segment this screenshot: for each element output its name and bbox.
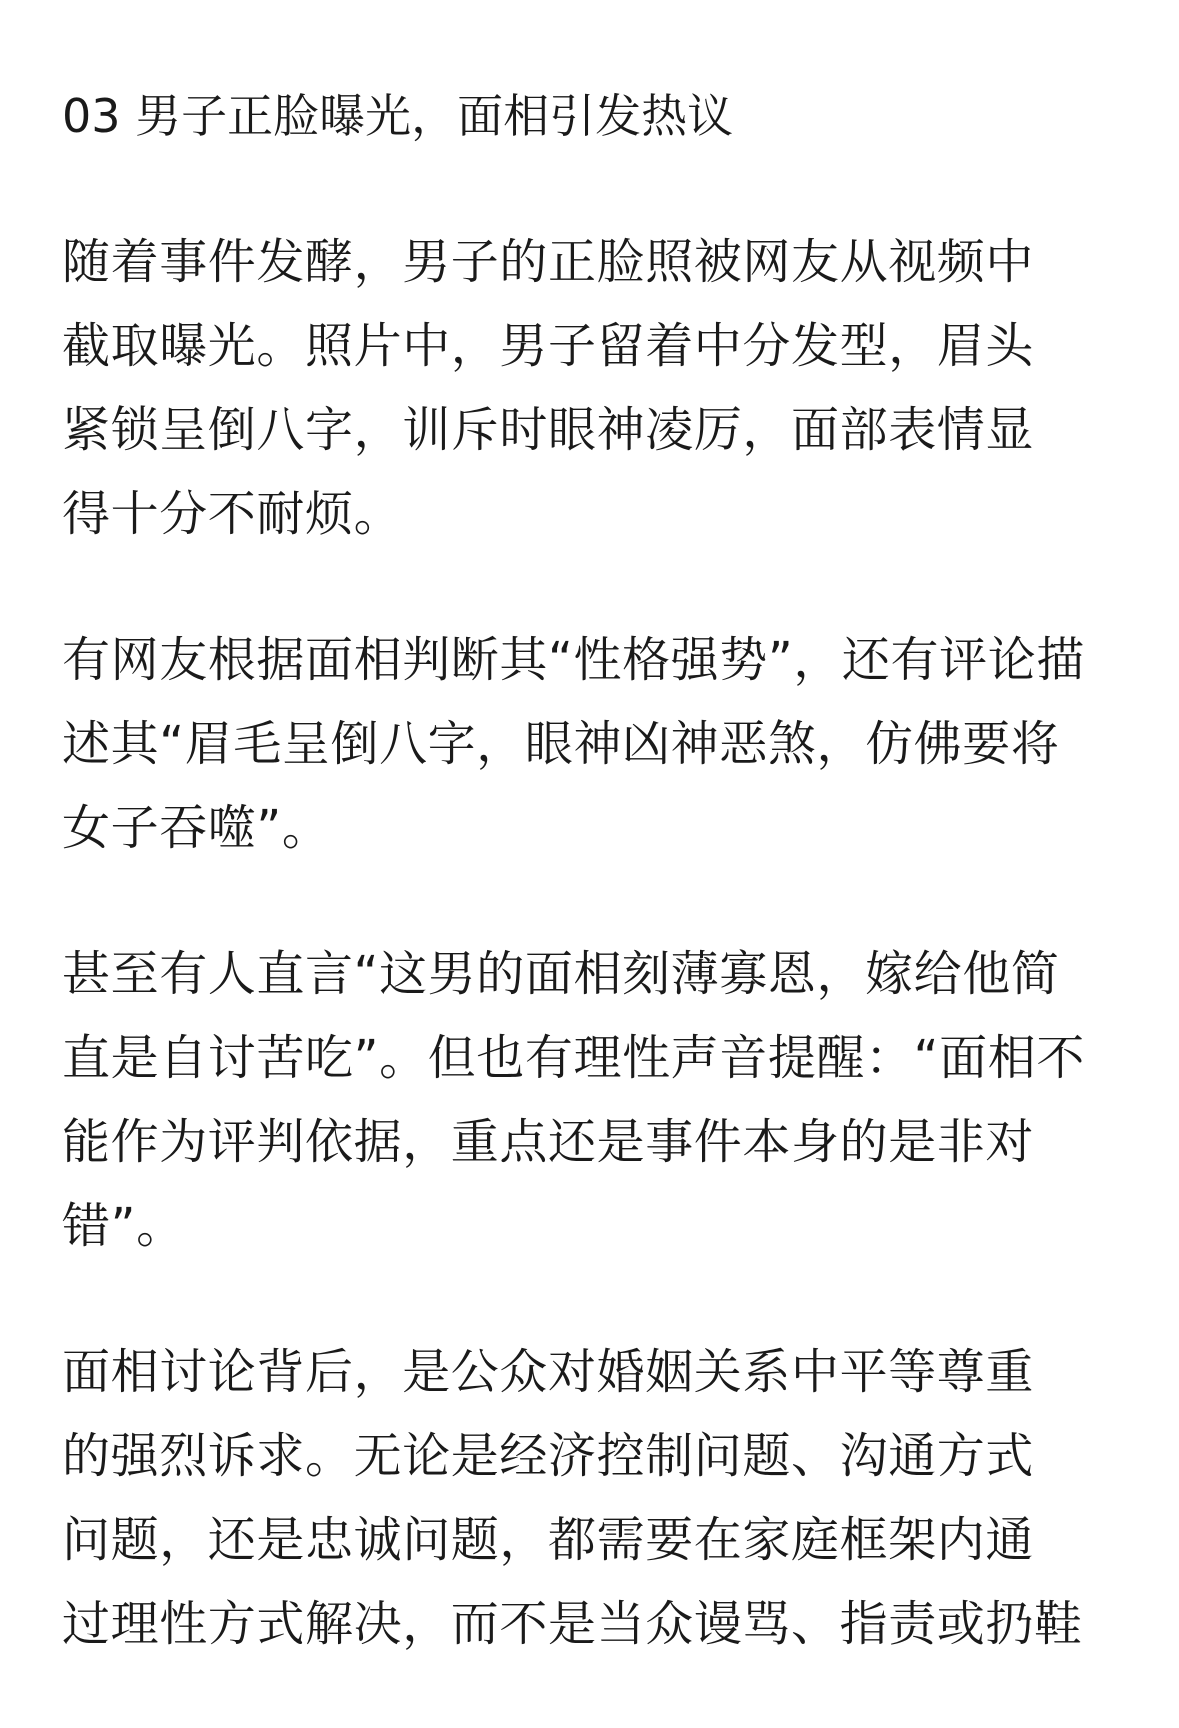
article-body	[62, 74, 1122, 1728]
paragraph-line: 女子吞噬”。	[62, 800, 331, 856]
paragraph-line: 能作为评判依据，重点还是事件本身的是非对	[62, 1114, 1035, 1170]
paragraph-line: 直是自讨苦吃”。但也有理性声音提醒：“面相不	[62, 1030, 1085, 1086]
section-heading: 03 男子正脸曝光，面相引发热议	[62, 89, 734, 143]
paragraph-line: 问题，还是忠诚问题，都需要在家庭框架内通	[62, 1512, 1035, 1568]
paragraph-line: 面相讨论背后，是公众对婚姻关系中平等尊重	[62, 1344, 1035, 1400]
paragraph-line: 得十分不耐烦。	[62, 486, 403, 542]
paragraph-2	[62, 618, 1122, 870]
paragraph-line: 过理性方式解决，而不是当众谩骂、指责或扔鞋	[62, 1596, 1083, 1652]
paragraph-line: 甚至有人直言“这男的面相刻薄寡恩，嫁给他简	[62, 946, 1060, 1002]
paragraph-line: 截取曝光。照片中，男子留着中分发型，眉头	[62, 318, 1035, 374]
paragraph-3	[62, 932, 1122, 1268]
paragraph-1	[62, 220, 1122, 556]
paragraph-line: 错”。	[62, 1198, 185, 1254]
paragraph-4	[62, 1330, 1122, 1666]
paragraph-line: 紧锁呈倒八字，训斥时眼神凌厉，面部表情显	[62, 402, 1035, 458]
paragraph-line: 的强烈诉求。无论是经济控制问题、沟通方式	[62, 1428, 1035, 1484]
paragraph-line: 述其“眉毛呈倒八字，眼神凶神恶煞，仿佛要将	[62, 716, 1060, 772]
paragraph-line: 有网友根据面相判断其“性格强势”，还有评论描	[62, 632, 1085, 688]
paragraph-line: 随着事件发酵，男子的正脸照被网友从视频中	[62, 234, 1035, 290]
